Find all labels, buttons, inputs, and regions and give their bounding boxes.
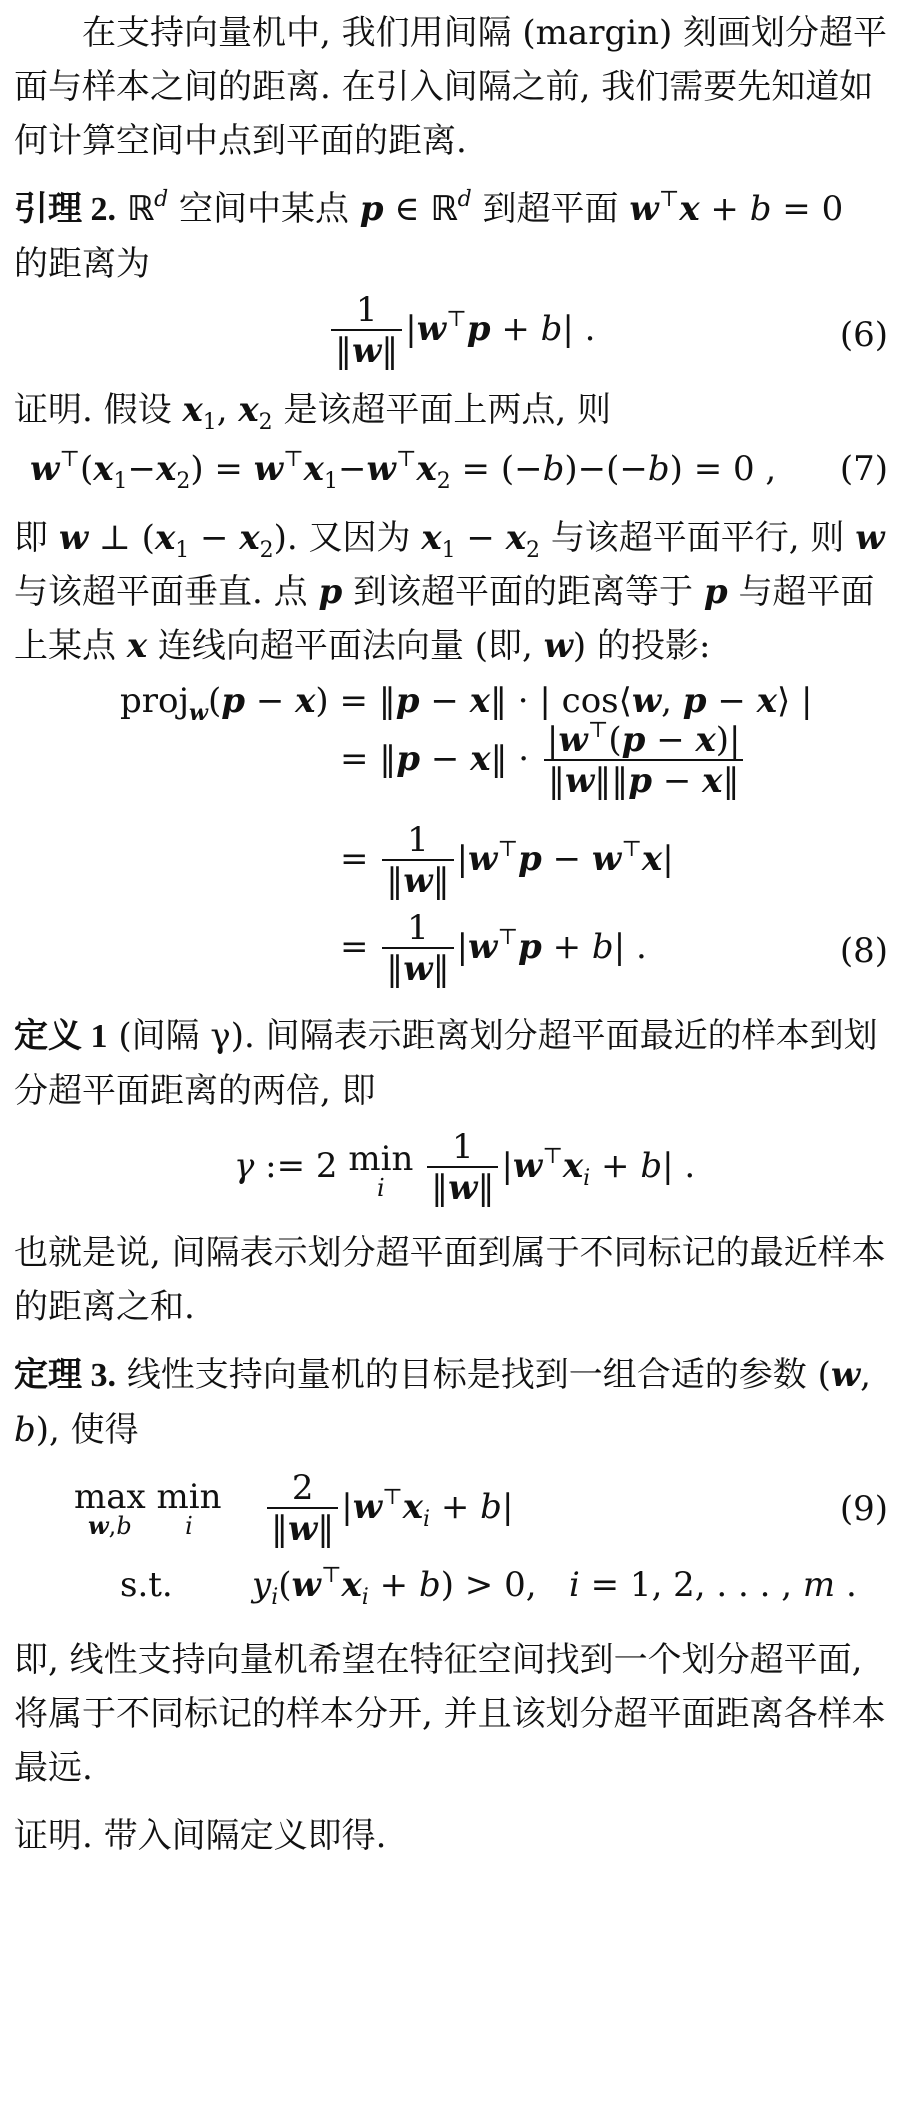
equation-7: $w^⊤(x_1-x_2) = w^⊤x_1-w^⊤x_2 = (-b)-(-b) = 0$ , (7) bbox=[30, 447, 888, 494]
equation-6: $\frac{1}{‖w‖}$ |w⊤p + b| . (6) bbox=[14, 291, 894, 383]
eq-number-9: (9) bbox=[839, 1489, 888, 1529]
eq-number-7: (7) bbox=[839, 449, 888, 489]
lemma-text-a: 空间中某点 bbox=[178, 189, 349, 229]
eq-number-8: (8) bbox=[839, 931, 888, 971]
intro-paragraph: 在支持向量机中, 我们用间隔 (margin) 刻画划分超平面与样本之间的距离. 在引入间隔之前, 我们需要先知道如何计算空间中点到平面的距离. bbox=[14, 13, 888, 161]
document-page bbox=[14, 6, 894, 1863]
equation-margin: γ := 2 min i $\frac{1}{‖w‖}$ $|w^⊤x_i + b|$ . bbox=[234, 1127, 696, 1208]
paragraph-2: 即 w ⊥ $(x_1 - x_2)$. 又因为 $x_1 - x_2$ 与该超平面平行, 则 w 与该超平面垂直. 点 p 到该超平面的距离等于 p 与超平面上某点 x 连线向超平面法向量 (即, w) 的投影: bbox=[14, 518, 885, 666]
paragraph-4: 即, 线性支持向量机希望在特征空间找到一个划分超平面, 将属于不同标记的样本分开, 并且该划分超平面距离各样本最远. bbox=[14, 1640, 886, 1788]
theorem-3: 定理 3. 线性支持向量机的目标是找到一组合适的参数 (w, b), 使得 bbox=[14, 1355, 871, 1450]
eq-number-6: (6) bbox=[839, 315, 888, 355]
lemma-label: 引理 2. bbox=[14, 191, 116, 228]
proof-1: 证明. 假设 $x_1$, $x_2$ 是该超平面上两点, 则 bbox=[14, 390, 612, 435]
paragraph-3: 也就是说, 间隔表示划分超平面到属于不同标记的最近样本的距离之和. bbox=[14, 1233, 886, 1327]
lemma-2: 引理 2. ℝ$^d$ 空间中某点 p ∈ ℝ$^d$ 到超平面 w⊤x + b = 0 的距离为 bbox=[14, 187, 844, 284]
definition-1: 定义 1 (间隔 γ). 间隔表示距离划分超平面最近的样本到划分超平面距离的两倍, 即 bbox=[14, 1016, 878, 1111]
lemma-text-b: 到超平面 bbox=[482, 189, 619, 229]
equation-9: max w,b min i $\frac{2}{‖w‖}$ $|w^⊤x_i + b|$ (9) s.t. $y_i(w^⊤x_i + b) > 0$, i = 1, 2, . . . , m . bbox=[74, 1468, 888, 1610]
lemma-text-c: 的距离为 bbox=[14, 244, 150, 284]
equation-8: proj$_w$(p − x) = ‖p − x‖ · | cos⟨w, p − x⟩ | = ‖p − x‖ · $\frac{|w^⊤(p - x)|}{‖w‖‖p - x‖}$ = $\frac{1}{‖w‖}$ |w⊤p − w⊤x| = $\frac{1}{‖w‖}$ |w⊤p + b| . (8) bbox=[120, 681, 888, 989]
proof-2: 证明. 带入间隔定义即得. bbox=[14, 1816, 387, 1856]
proof-label: 证明. bbox=[14, 390, 93, 430]
